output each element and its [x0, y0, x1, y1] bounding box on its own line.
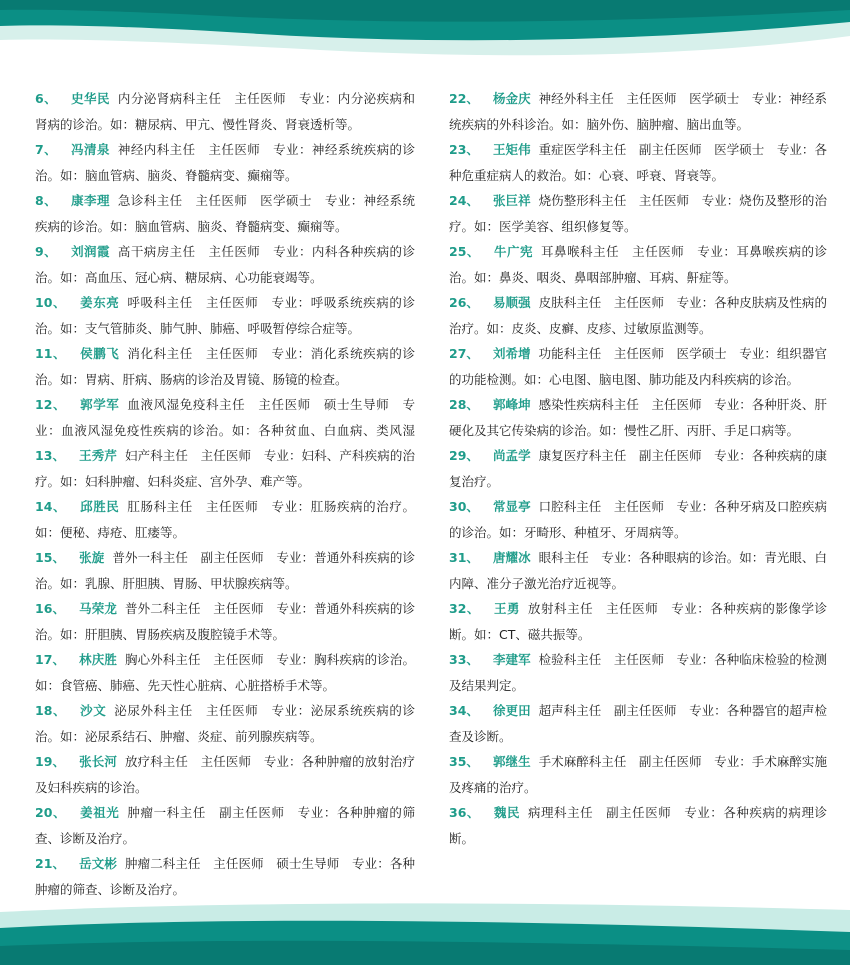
doctor-number: 14、: [35, 499, 67, 514]
doctor-number: 18、: [35, 703, 67, 718]
doctor-number: 17、: [35, 652, 66, 667]
doctor-name: 王秀芹: [79, 448, 117, 463]
doctor-number: 12、: [35, 397, 67, 412]
doctor-name: 张旋: [79, 550, 105, 565]
doctor-number: 8、: [35, 193, 58, 208]
doctor-number: 16、: [35, 601, 66, 616]
doctor-description: 神经外科主任 主任医师 医学硕士 专业：神经系统疾病的外科诊治。如：脑外伤、脑肿瘤、脑出血等。: [449, 91, 827, 132]
doctor-number: 7、: [35, 142, 58, 157]
doctor-number: 35、: [449, 754, 479, 769]
doctor-entry: [449, 239, 827, 290]
doctor-number: 34、: [449, 703, 479, 718]
doctor-entry: [449, 749, 827, 800]
doctor-entry: [449, 443, 827, 494]
doctor-name: 郭学军: [80, 397, 120, 412]
doctor-entry: [35, 392, 415, 443]
doctor-name: 史华民: [71, 91, 110, 106]
doctor-description: 感染性疾病科主任 主任医师 专业：各种肝炎、肝硬化及其它传染病的诊治。如：慢性乙肝、丙肝、手足口病等。: [449, 397, 827, 438]
doctor-description: 急诊科主任 主任医师 医学硕士 专业：神经系统疾病的诊治。如：脑血管病、脑炎、脊髓病变、癫痫等。: [35, 193, 415, 234]
doctor-entry: [35, 494, 415, 545]
doctor-entry: [35, 290, 415, 341]
doctor-entry: [35, 749, 415, 800]
doctor-entry: [449, 137, 827, 188]
doctor-number: 32、: [449, 601, 480, 616]
doctor-entry: [449, 596, 827, 647]
doctor-number: 9、: [35, 244, 58, 259]
doctor-entry: [449, 188, 827, 239]
doctor-description: 皮肤科主任 主任医师 专业：各种皮肤病及性病的治疗。如：皮炎、皮癣、皮疹、过敏原监测等。: [449, 295, 827, 336]
doctor-name: 冯清泉: [71, 142, 110, 157]
doctor-number: 10、: [35, 295, 67, 310]
doctor-name: 马荣龙: [79, 601, 117, 616]
doctor-number: 24、: [449, 193, 479, 208]
doctor-entry: [449, 698, 827, 749]
doctor-name: 李建军: [492, 652, 531, 667]
doctor-name: 易顺强: [492, 295, 531, 310]
doctor-number: 36、: [449, 805, 480, 820]
doctor-description: 妇产科主任 主任医师 专业：妇科、产科疾病的治疗。如：妇科肿瘤、妇科炎症、宫外孕、难产等。: [35, 448, 415, 489]
doctor-description: 高干病房主任 主任医师 专业：内科各种疾病的诊治。如：高血压、冠心病、糖尿病、心功能衰竭等。: [35, 244, 415, 285]
doctor-name: 魏民: [493, 805, 520, 820]
doctor-number: 21、: [35, 856, 66, 871]
doctor-number: 6、: [35, 91, 58, 106]
doctor-entry: [449, 800, 827, 851]
doctor-description: 泌尿外科主任 主任医师 专业：泌尿系统疾病的诊治。如：泌尿系结石、肿瘤、炎症、前列腺疾病等。: [35, 703, 415, 744]
doctor-entry: [35, 596, 415, 647]
doctor-name: 侯鹏飞: [80, 346, 120, 361]
doctor-number: 29、: [449, 448, 479, 463]
doctor-number: 13、: [35, 448, 66, 463]
doctor-entry: [35, 137, 415, 188]
doctor-name: 王勇: [493, 601, 520, 616]
doctor-name: 常显亭: [492, 499, 531, 514]
doctor-description: 内分泌肾病科主任 主任医师 专业：内分泌疾病和肾病的诊治。如：糖尿病、甲亢、慢性肾炎、肾衰透析等。: [35, 91, 415, 132]
doctor-name: 姜东亮: [80, 295, 120, 310]
doctor-entry: [449, 392, 827, 443]
doctor-name: 徐更田: [492, 703, 531, 718]
doctor-description: 检验科主任 主任医师 专业：各种临床检验的检测及结果判定。: [449, 652, 827, 693]
doctor-entry: [35, 800, 415, 851]
top-decorative-band: [0, 0, 850, 80]
doctor-entry: [35, 188, 415, 239]
doctor-name: 康李理: [71, 193, 110, 208]
doctor-name: 林庆胜: [79, 652, 117, 667]
doctor-description: 血液风湿免疫科主任 主任医师 硕士生导师 专业：血液风湿免疫性疾病的诊治。如：各种贫血、白血病、类风湿: [35, 397, 415, 438]
left-column: [35, 86, 415, 902]
doctor-number: 26、: [449, 295, 479, 310]
doctor-name: 岳文彬: [79, 856, 117, 871]
doctor-entry: [449, 647, 827, 698]
doctor-name: 姜祖光: [80, 805, 120, 820]
doctor-description: 呼吸科主任 主任医师 专业：呼吸系统疾病的诊治。如：支气管肺炎、肺气肿、肺癌、呼吸暂停综合症等。: [35, 295, 415, 336]
doctor-description: 普外二科主任 主任医师 专业：普通外科疾病的诊治。如：肝胆胰、胃肠疾病及腹腔镜手术等。: [35, 601, 415, 642]
doctor-number: 15、: [35, 550, 66, 565]
doctor-entry: [35, 698, 415, 749]
doctor-name: 郭峰坤: [492, 397, 531, 412]
doctor-description: 手术麻醉科主任 副主任医师 专业：手术麻醉实施及疼痛的治疗。: [449, 754, 827, 795]
right-column: [449, 86, 827, 851]
doctor-description: 耳鼻喉科主任 主任医师 专业：耳鼻喉疾病的诊治。如：鼻炎、咽炎、鼻咽部肿瘤、耳病、鼾症等。: [449, 244, 827, 285]
doctor-entry: [449, 494, 827, 545]
doctor-name: 张巨祥: [492, 193, 531, 208]
doctor-description: 胸心外科主任 主任医师 专业：胸科疾病的诊治。如：食管癌、肺癌、先天性心脏病、心脏搭桥手术等。: [35, 652, 415, 693]
doctor-number: 27、: [449, 346, 479, 361]
doctor-entry: [35, 341, 415, 392]
doctor-name: 王矩伟: [492, 142, 531, 157]
doctor-description: 口腔科主任 主任医师 专业：各种牙病及口腔疾病的诊治。如：牙畸形、种植牙、牙周病等。: [449, 499, 827, 540]
doctor-name: 张长河: [79, 754, 117, 769]
doctor-name: 沙文: [80, 703, 107, 718]
doctor-entry: [449, 86, 827, 137]
doctor-number: 30、: [449, 499, 479, 514]
doctor-number: 28、: [449, 397, 479, 412]
doctor-entry: [449, 290, 827, 341]
doctor-number: 25、: [449, 244, 480, 259]
doctor-entry: [35, 443, 415, 494]
doctor-description: 肛肠科主任 主任医师 专业：肛肠疾病的治疗。如：便秘、痔疮、肛瘘等。: [35, 499, 415, 540]
doctor-description: 神经内科主任 主任医师 专业：神经系统疾病的诊治。如：脑血管病、脑炎、脊髓病变、癫痫等。: [35, 142, 415, 183]
doctor-name: 牛广宪: [493, 244, 534, 259]
doctor-name: 刘润霞: [71, 244, 110, 259]
doctor-name: 杨金庆: [492, 91, 531, 106]
doctor-description: 病理科主任 副主任医师 专业：各种疾病的病理诊断。: [449, 805, 827, 846]
doctor-entry: [35, 239, 415, 290]
doctor-description: 重症医学科主任 副主任医师 医学硕士 专业：各种危重症病人的救治。如：心衰、呼衰、肾衰等。: [449, 142, 827, 183]
doctor-description: 肿瘤一科主任 副主任医师 专业：各种肿瘤的筛查、诊断及治疗。: [35, 805, 415, 846]
doctor-number: 23、: [449, 142, 479, 157]
doctor-description: 眼科主任 专业：各种眼病的诊治。如：青光眼、白内障、准分子激光治疗近视等。: [449, 550, 827, 591]
doctor-description: 放射科主任 主任医师 专业：各种疾病的影像学诊断。如：CT、磁共振等。: [449, 601, 827, 642]
doctor-entry: [35, 86, 415, 137]
doctor-entry: [449, 341, 827, 392]
doctor-description: 烧伤整形科主任 主任医师 专业：烧伤及整形的治疗。如：医学美容、组织修复等。: [449, 193, 827, 234]
doctor-entry: [449, 545, 827, 596]
doctor-description: 消化科主任 主任医师 专业：消化系统疾病的诊治。如：胃病、肝病、肠病的诊治及胃镜、肠镜的检查。: [35, 346, 415, 387]
doctor-number: 31、: [449, 550, 479, 565]
doctor-description: 放疗科主任 主任医师 专业：各种肿瘤的放射治疗及妇科疾病的诊治。: [35, 754, 415, 795]
doctor-name: 尚孟学: [492, 448, 531, 463]
doctor-number: 22、: [449, 91, 479, 106]
doctor-description: 康复医疗科主任 副主任医师 专业：各种疾病的康复治疗。: [449, 448, 827, 489]
doctor-description: 肿瘤二科主任 主任医师 硕士生导师 专业：各种肿瘤的筛查、诊断及治疗。: [35, 856, 415, 897]
doctor-name: 唐耀冰: [492, 550, 531, 565]
doctor-number: 33、: [449, 652, 479, 667]
doctor-number: 19、: [35, 754, 66, 769]
doctor-description: 普外一科主任 副主任医师 专业：普通外科疾病的诊治。如：乳腺、肝胆胰、胃肠、甲状腺疾病等。: [35, 550, 415, 591]
doctor-name: 郭继生: [492, 754, 531, 769]
doctor-name: 邱胜民: [80, 499, 120, 514]
doctor-description: 超声科主任 副主任医师 专业：各种器官的超声检查及诊断。: [449, 703, 827, 744]
doctor-entry: [35, 647, 415, 698]
doctor-description: 功能科主任 主任医师 医学硕士 专业：组织器官的功能检测。如：心电图、脑电图、肺功能及内科疾病的诊治。: [449, 346, 827, 387]
bottom-decorative-band: [0, 890, 850, 965]
doctor-name: 刘希增: [492, 346, 531, 361]
doctor-number: 11、: [35, 346, 67, 361]
doctor-number: 20、: [35, 805, 67, 820]
doctor-entry: [35, 545, 415, 596]
